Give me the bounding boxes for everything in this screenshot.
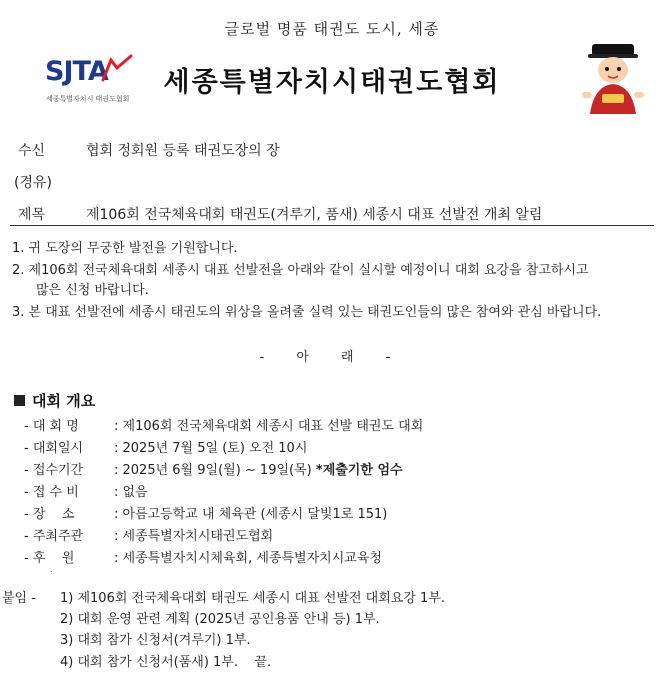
list-item <box>24 437 307 456</box>
item-label: - 후 원 <box>24 551 75 566</box>
subject-value: 제106회 전국체육대회 태권도(겨루기, 품새) 세종시 대표 선발전 개최 알림 <box>86 207 543 223</box>
item-label: - 접 수 비 <box>24 485 79 500</box>
list-item <box>24 503 387 522</box>
item-value: : 세종특별자치시체육회, 세종특별자치시교육청 <box>114 551 382 566</box>
divider <box>10 225 654 226</box>
body-line-1: 1. 귀 도장의 무궁한 발전을 기원합니다. <box>12 241 238 256</box>
attachment-item: 4) 대회 참가 신청서(품새) 1부. 끝. <box>60 655 272 670</box>
list-item <box>24 415 423 434</box>
list-item <box>24 525 273 544</box>
section-heading <box>14 390 95 411</box>
logo-subtitle: 세종특별자치시 태권도협회 <box>46 95 130 103</box>
slogan: 글로벌 명품 태권도 도시, 세종 <box>224 20 440 38</box>
item-value: : 제106회 전국체육대회 세종시 대표 선발 태권도 대회 <box>114 419 424 434</box>
item-value: : 2025년 6월 9일(월) ~ 19일(목) <box>114 463 312 478</box>
small-dot: . <box>50 565 53 574</box>
logo-text: SJTA <box>45 56 108 87</box>
recipient-label: 수신 <box>18 143 46 159</box>
attachment-item: 1) 제106회 전국체육대회 태권도 세종시 대표 선발전 대회요강 1부. <box>60 591 446 606</box>
via-label: (경유) <box>14 175 52 191</box>
item-value: : 아름고등학교 내 체육관 (세종시 달빛1로 151) <box>114 507 388 522</box>
square-bullet-icon <box>14 395 25 406</box>
recipient-value: 협회 정회원 등록 태권도장의 장 <box>86 143 280 159</box>
body-line-2-cont: 많은 신청 바랍니다. <box>36 283 149 298</box>
item-label: - 장 소 <box>24 507 75 522</box>
body-line-3: 3. 본 대표 선발전에 세종시 태권도의 위상을 올려줄 실력 있는 태권도인들의 많은 참여와 관심 바랍니다. <box>12 305 602 320</box>
item-label: - 주최주관 <box>24 529 84 544</box>
body-line-2: 2. 제106회 전국체육대회 세종시 대표 선발전을 아래와 같이 실시할 예정이니 대회 요강을 참고하시고 <box>12 263 589 278</box>
subject-label: 제목 <box>18 207 46 223</box>
list-item <box>24 481 148 500</box>
list-item <box>24 547 382 566</box>
item-value: : 세종특별자치시태권도협회 <box>114 529 274 544</box>
attachment-item: 2) 대회 운영 관련 계획 (2025년 공인용품 안내 등) 1부. <box>60 612 380 627</box>
item-label: - 대 회 명 <box>24 419 79 434</box>
attachments-label: 붙임 - <box>2 591 36 606</box>
below-heading: - 아 래 - <box>259 350 405 365</box>
deadline-note: *제출기한 엄수 <box>315 463 403 478</box>
item-value: : 2025년 7월 5일 (토) 오전 10시 <box>114 441 308 456</box>
attachment-item: 3) 대회 참가 신청서(겨루기) 1부. <box>60 633 251 648</box>
item-label: - 대회일시 <box>24 441 84 456</box>
item-label: - 접수기간 <box>24 463 84 478</box>
item-value: : 없음 <box>114 485 148 500</box>
section-title: 대회 개요 <box>32 392 96 410</box>
mascot-icon <box>580 42 646 116</box>
list-item <box>24 459 403 478</box>
org-title: 세종특별자치시태권도협회 <box>163 67 501 98</box>
